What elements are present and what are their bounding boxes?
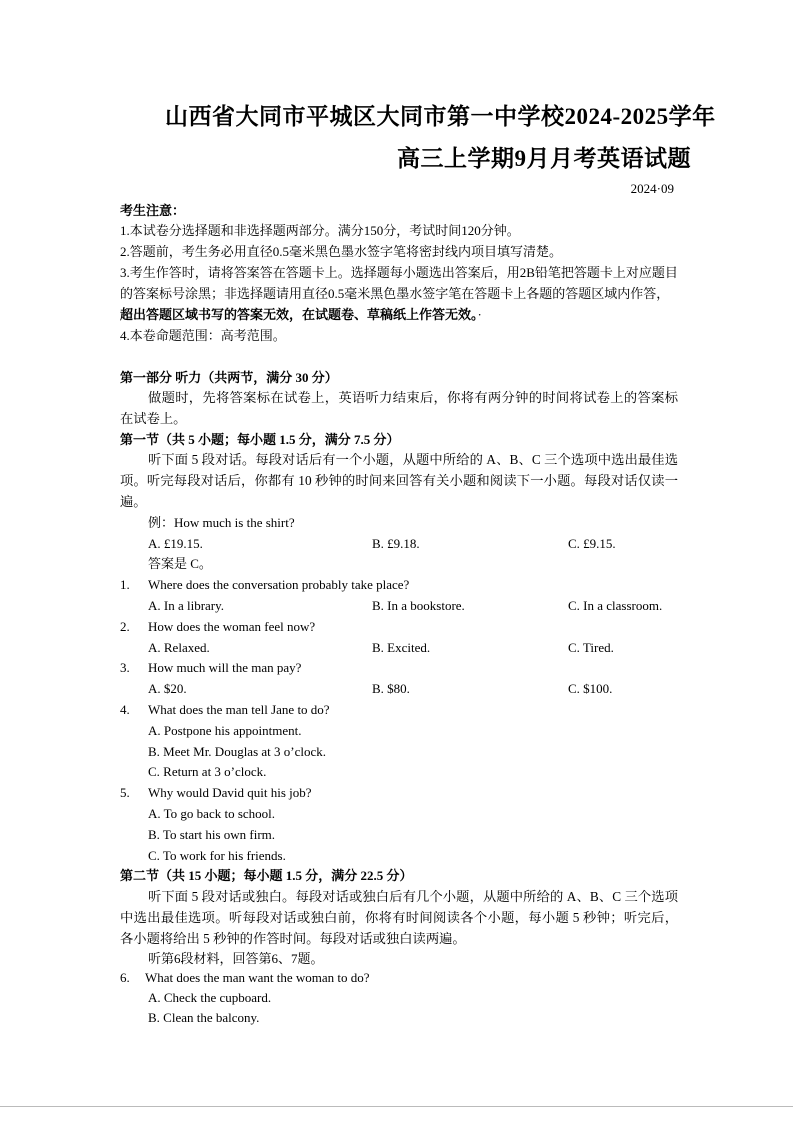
exam-title-line2: 高三上学期9月月考英语试题 [397,146,691,171]
notice-item-3-text: 3.考生作答时，请将答案答在答题卡上。选择题每小题选出答案后，用2B铅笔把答题卡上对应题目的答案标号涂黑；非选择题请用直径0.5毫米黑色墨水签字笔在答题卡上各题的答题区域内作答， [120,265,678,301]
question-1-text: Where does the conversation probably take place? [148,577,410,592]
example-option-c: C. £9.15. [568,536,616,551]
question-5-text: Why would David quit his job? [148,785,312,800]
question-6-text: What does the man want the woman to do? [145,970,370,985]
question-3-text: How much will the man pay? [148,660,302,675]
question-3-option-a: A. $20. [148,681,187,696]
notice-item-3-mark: · [477,307,482,322]
question-3-option-b: B. $80. [372,681,410,696]
question-4-option-c: C. Return at 3 o’clock. [148,764,267,779]
question-3-number: 3. [120,660,130,675]
question-2-number: 2. [120,619,130,634]
notice-heading: 考生注意： [120,203,186,218]
question-4-option-b: B. Meet Mr. Douglas at 3 o’clock. [148,744,326,759]
section2-material-6: 听第6段材料，回答第6、7题。 [148,951,324,966]
notice-item-4: 4.本卷命题范围：高考范围。 [120,328,286,343]
question-2-option-b: B. Excited. [372,640,431,655]
question-4-number: 4. [120,702,130,717]
question-3-option-c: C. $100. [568,681,613,696]
question-4-text: What does the man tell Jane to do? [148,702,330,717]
notice-item-1: 1.本试卷分选择题和非选择题两部分。满分150分，考试时间120分钟。 [120,223,520,238]
exam-date: 2024·09 [630,181,674,196]
notice-item-3 [120,262,680,325]
example-question: 例：How much is the shirt? [148,515,295,530]
example-answer: 答案是 C。 [148,556,212,571]
question-6-number: 6. [120,970,130,985]
question-5-option-c: C. To work for his friends. [148,848,286,863]
section2-intro: 听下面 5 段对话或独白。每段对话或独白后有几个小题，从题中所给的 A、B、C 三个选项中选出最佳选项。听每段对话或独白前，你将有时间阅读各个小题，每小题 5 秒钟；听完后，各小题将给出 5 秒钟的作答时间。每段对话或独白读两遍。 [120,889,678,946]
question-2-text: How does the woman feel now? [148,619,316,634]
notice-item-3-emphasis: 超出答题区域书写的答案无效，在试题卷、草稿纸上作答无效。 [120,307,478,322]
question-5-option-b: B. To start his own firm. [148,827,276,842]
question-4-option-a: A. Postpone his appointment. [148,723,302,738]
example-option-a: A. £19.15. [148,536,203,551]
part1-intro: 做题时，先将答案标在试卷上，英语听力结束后，你将有两分钟的时间将试卷上的答案标在试卷上。 [120,390,678,426]
question-5-number: 5. [120,785,130,800]
question-1-option-b: B. In a bookstore. [372,598,465,613]
section2-heading: 第二节（共 15 小题；每小题 1.5 分，满分 22.5 分） [120,868,413,883]
question-5-option-a: A. To go back to school. [148,806,276,821]
question-6-option-a: A. Check the cupboard. [148,990,272,1005]
question-2-option-c: C. Tired. [568,640,614,655]
question-1-option-a: A. In a library. [148,598,225,613]
question-2-option-a: A. Relaxed. [148,640,210,655]
question-1-option-c: C. In a classroom. [568,598,663,613]
part1-heading: 第一部分 听力（共两节，满分 30 分） [120,370,338,385]
question-1-number: 1. [120,577,130,592]
example-option-b: B. £9.18. [372,536,420,551]
section1-intro: 听下面 5 段对话。每段对话后有一个小题，从题中所给的 A、B、C 三个选项中选出最佳选项。听完每段对话后，你都有 10 秒钟的时间来回答有关小题和阅读下一小题。每段对话仅读一遍。 [120,452,678,509]
question-6-option-b: B. Clean the balcony. [148,1010,260,1025]
section1-heading: 第一节（共 5 小题；每小题 1.5 分，满分 7.5 分） [120,432,400,447]
page-bottom-divider [0,1106,793,1107]
notice-item-2: 2.答题前，考生务必用直径0.5毫米黑色墨水签字笔将密封线内项目填写清楚。 [120,244,563,259]
exam-title-line1: 山西省大同市平城区大同市第一中学校2024-2025学年 [165,104,716,129]
